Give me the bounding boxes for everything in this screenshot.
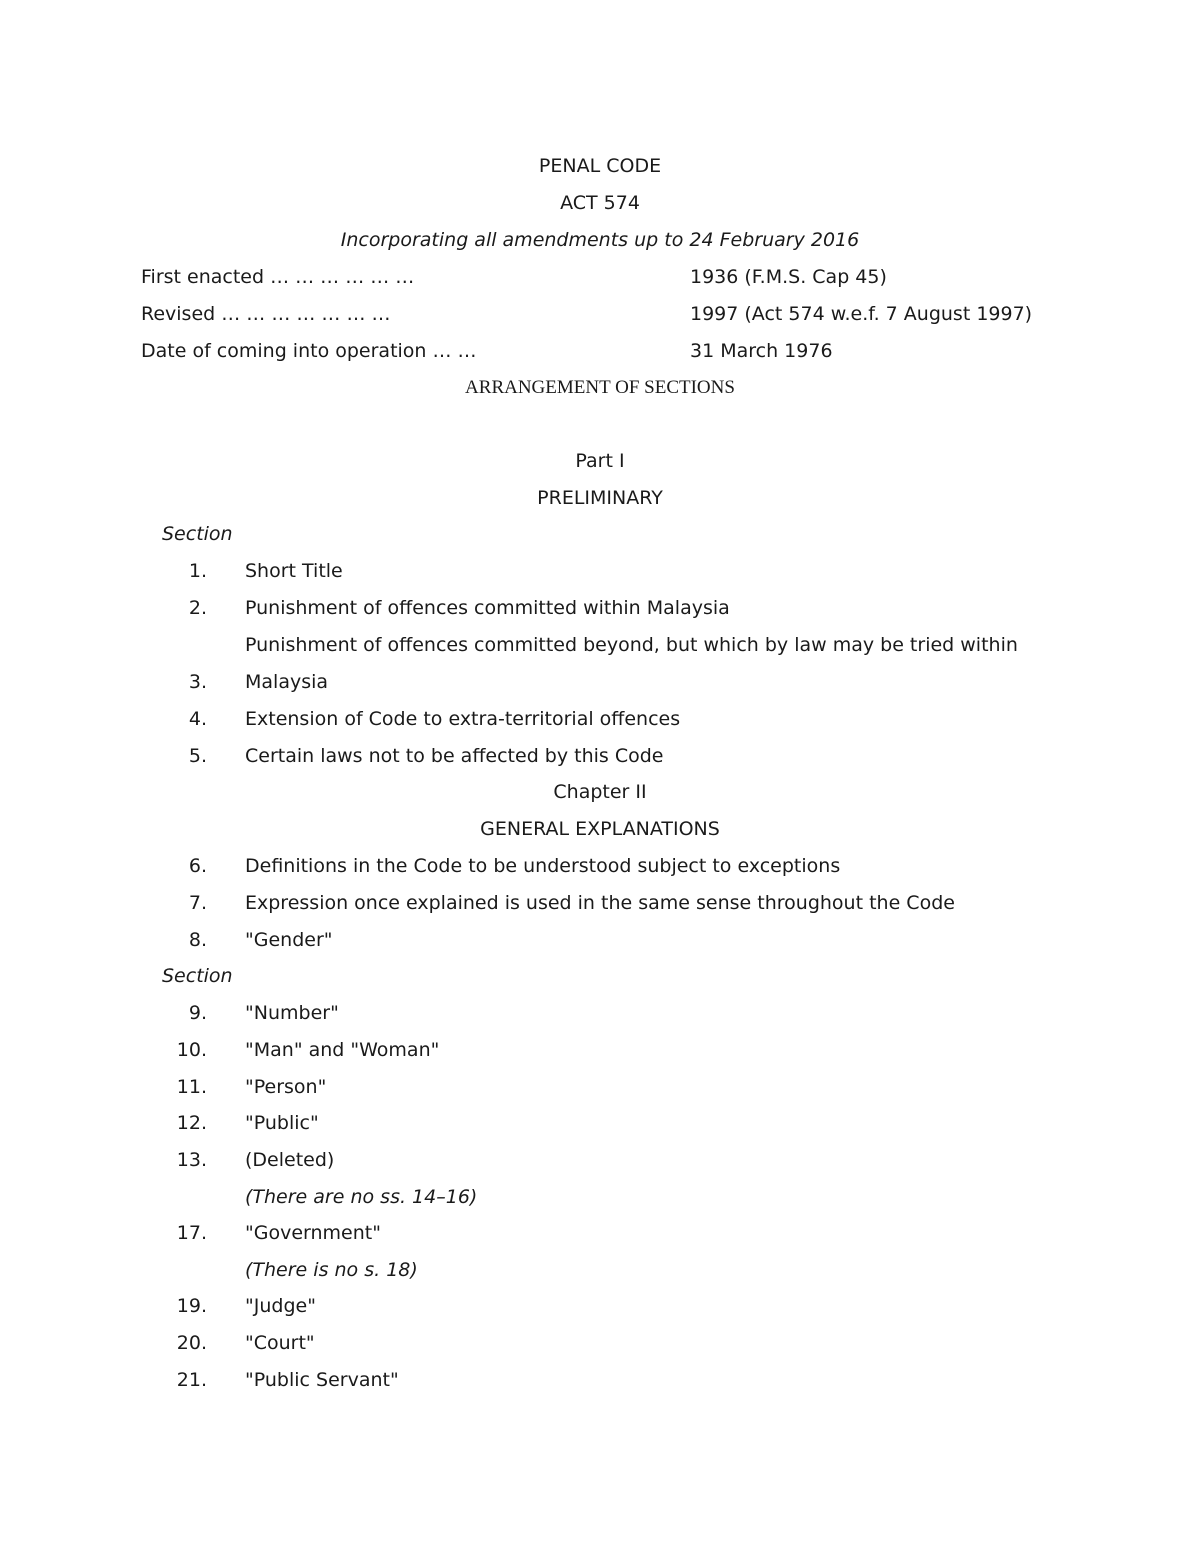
section-number: 17. — [176, 1222, 207, 1244]
section-row — [0, 1258, 1200, 1282]
section-row — [0, 744, 1200, 768]
section-title: Extension of Code to extra-territorial offences — [245, 708, 681, 730]
meta-value-revised: 1997 (Act 574 w.e.f. 7 August 1997) — [690, 303, 1033, 325]
meta-label-date-operation: Date of coming into operation … … — [141, 340, 477, 362]
section-title: "Public Servant" — [245, 1369, 399, 1391]
section-row — [0, 670, 1200, 694]
part-label: Part I — [575, 450, 625, 472]
section-title: "Public" — [245, 1112, 319, 1134]
section-title: "Man" and "Woman" — [245, 1039, 440, 1061]
section-number: 19. — [176, 1295, 207, 1317]
section-number: 20. — [176, 1332, 207, 1354]
arrangement-heading: ARRANGEMENT OF SECTIONS — [465, 377, 735, 398]
meta-label-revised: Revised … … … … … … … — [141, 303, 391, 325]
section-title: Punishment of offences committed beyond, but which by law may be tried within — [245, 634, 1018, 656]
section-title: "Gender" — [245, 929, 333, 951]
section-row — [0, 1185, 1200, 1209]
section-title: (Deleted) — [245, 1149, 335, 1171]
meta-label-first-enacted: First enacted … … … … … … — [141, 266, 415, 288]
section-number: 13. — [176, 1149, 207, 1171]
section-row — [0, 596, 1200, 620]
section-row — [0, 633, 1200, 657]
section-number: 5. — [188, 745, 207, 767]
section-number: 10. — [176, 1039, 207, 1061]
section-title: Certain laws not to be affected by this Code — [245, 745, 664, 767]
section-number: 11. — [176, 1076, 207, 1098]
section-row — [0, 1331, 1200, 1355]
section-row — [0, 891, 1200, 915]
section-title: Short Title — [245, 560, 343, 582]
section-row — [0, 1038, 1200, 1062]
section-row — [0, 1221, 1200, 1245]
section-column-label: Section — [162, 965, 233, 987]
section-row — [0, 559, 1200, 583]
section-title: Expression once explained is used in the same sense throughout the Code — [245, 892, 955, 914]
section-number: 1. — [188, 560, 207, 582]
section-row — [0, 1111, 1200, 1135]
section-number: 9. — [188, 1002, 207, 1024]
section-row — [0, 1368, 1200, 1392]
act-number: ACT 574 — [560, 192, 640, 214]
section-row — [0, 707, 1200, 731]
chapter-heading: GENERAL EXPLANATIONS — [480, 818, 720, 840]
section-title: "Judge" — [245, 1295, 316, 1317]
amendments-note: Incorporating all amendments up to 24 February 2016 — [340, 229, 860, 251]
section-row — [0, 1075, 1200, 1099]
section-row — [0, 928, 1200, 952]
section-number: 21. — [176, 1369, 207, 1391]
meta-value-first-enacted: 1936 (F.M.S. Cap 45) — [690, 266, 887, 288]
section-title: "Government" — [245, 1222, 381, 1244]
section-number: 7. — [188, 892, 207, 914]
document-title: PENAL CODE — [538, 155, 662, 177]
section-title: (There are no ss. 14–16) — [245, 1186, 478, 1208]
section-title: (There is no s. 18) — [245, 1259, 418, 1281]
section-title: "Court" — [245, 1332, 315, 1354]
section-number: 8. — [188, 929, 207, 951]
meta-value-date-operation: 31 March 1976 — [690, 340, 833, 362]
section-row — [0, 854, 1200, 878]
part-heading: PRELIMINARY — [537, 487, 663, 509]
section-title: "Person" — [245, 1076, 327, 1098]
section-number: 12. — [176, 1112, 207, 1134]
section-number: 2. — [188, 597, 207, 619]
section-title: Malaysia — [245, 671, 329, 693]
chapter-label: Chapter II — [553, 781, 647, 803]
section-title: Definitions in the Code to be understood subject to exceptions — [245, 855, 841, 877]
section-title: "Number" — [245, 1002, 339, 1024]
section-column-label: Section — [162, 523, 233, 545]
section-number: 3. — [188, 671, 207, 693]
section-number: 6. — [188, 855, 207, 877]
section-number: 4. — [188, 708, 207, 730]
section-title: Punishment of offences committed within Malaysia — [245, 597, 730, 619]
section-row — [0, 1294, 1200, 1318]
section-row — [0, 1001, 1200, 1025]
section-row — [0, 1148, 1200, 1172]
